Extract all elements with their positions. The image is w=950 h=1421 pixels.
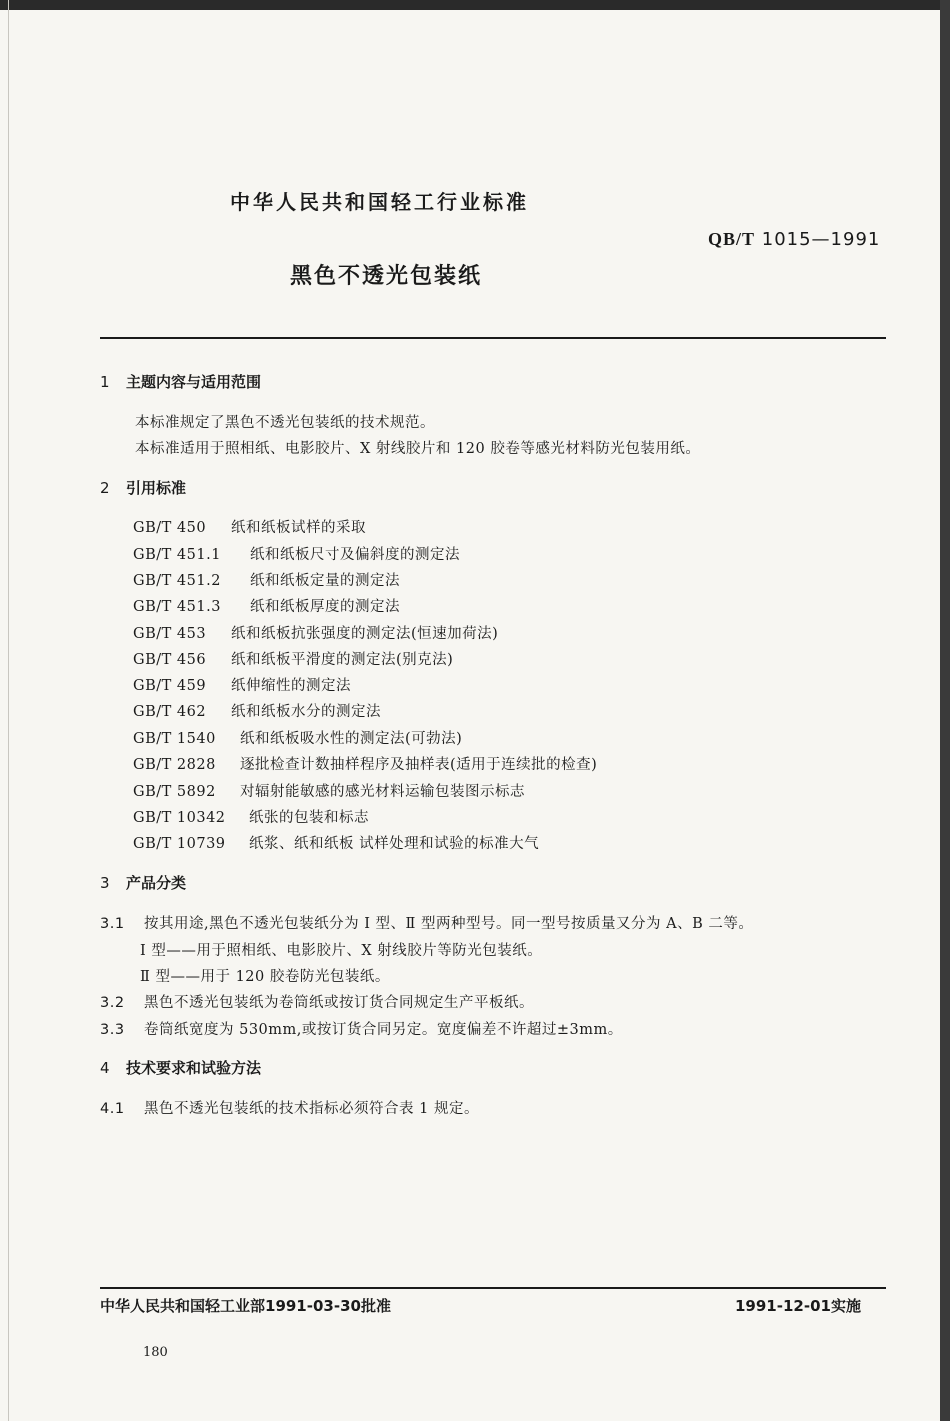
section-number: 2 xyxy=(100,479,110,497)
reference-title: 纸和纸板吸水性的测定法(可勃法) xyxy=(240,731,463,747)
reference-title: 纸张的包装和标志 xyxy=(249,810,369,826)
effective-date: 1991-12-01实施 xyxy=(735,1297,861,1315)
section-1-line: 本标准适用于照相纸、电影胶片、X 射线胶片和 120 胶卷等感光材料防光包装用纸。 xyxy=(135,441,701,457)
section-number: 4 xyxy=(100,1059,110,1077)
reference-code: GB/T 10739 xyxy=(133,836,226,852)
footer-divider xyxy=(100,1287,886,1289)
reference-title: 纸浆、纸和纸板 试样处理和试验的标准大气 xyxy=(249,836,540,852)
reference-code: GB/T 5892 xyxy=(133,784,216,800)
clause-text: 按其用途,黑色不透光包装纸分为 I 型、Ⅱ 型两种型号。同一型号按质量又分为 A、B 二等。 xyxy=(144,916,754,932)
reference-item xyxy=(133,622,498,643)
clause-3-1 xyxy=(100,912,753,933)
reference-item xyxy=(133,727,462,748)
reference-code: GB/T 2828 xyxy=(133,757,216,773)
clause-number: 3.2 xyxy=(100,995,125,1011)
reference-title: 纸和纸板水分的测定法 xyxy=(231,704,381,720)
section-title: 产品分类 xyxy=(126,874,187,892)
reference-title: 纸和纸板抗张强度的测定法(恒速加荷法) xyxy=(231,626,499,642)
reference-item xyxy=(133,806,369,827)
section-title: 技术要求和试验方法 xyxy=(126,1059,262,1077)
page-number: 180 xyxy=(143,1345,168,1360)
reference-item xyxy=(133,700,381,721)
section-title: 主题内容与适用范围 xyxy=(126,373,262,391)
reference-item xyxy=(133,569,400,590)
section-title: 引用标准 xyxy=(126,479,187,497)
reference-code: GB/T 462 xyxy=(133,704,207,720)
reference-item xyxy=(133,753,597,774)
reference-item xyxy=(133,543,460,564)
standard-prefix: QB/T xyxy=(708,229,756,249)
reference-title: 纸和纸板厚度的测定法 xyxy=(250,599,400,615)
scan-edge-top xyxy=(0,0,950,10)
clause-number: 3.3 xyxy=(100,1022,125,1038)
reference-item xyxy=(133,832,539,853)
document-title: 黑色不透光包装纸 xyxy=(290,264,483,289)
section-3-heading xyxy=(100,872,186,893)
issuer-title: 中华人民共和国轻工行业标准 xyxy=(230,190,529,214)
reference-title: 纸和纸板定量的测定法 xyxy=(250,573,400,589)
reference-item xyxy=(133,595,400,616)
scan-edge-left xyxy=(8,0,9,1421)
reference-code: GB/T 451.1 xyxy=(133,547,221,563)
clause-number: 3.1 xyxy=(100,916,125,932)
section-1-heading xyxy=(100,371,261,392)
reference-title: 纸伸缩性的测定法 xyxy=(231,678,351,694)
clause-text: 黑色不透光包装纸为卷筒纸或按订货合同规定生产平板纸。 xyxy=(144,995,534,1011)
clause-4-1 xyxy=(100,1097,479,1118)
reference-item xyxy=(133,780,525,801)
reference-code: GB/T 451.2 xyxy=(133,573,221,589)
reference-code: GB/T 451.3 xyxy=(133,599,221,615)
section-1-line: 本标准规定了黑色不透光包装纸的技术规范。 xyxy=(135,415,435,431)
reference-code: GB/T 456 xyxy=(133,652,207,668)
section-number: 1 xyxy=(100,373,110,391)
clause-text: 黑色不透光包装纸的技术指标必须符合表 1 规定。 xyxy=(144,1101,479,1117)
reference-code: GB/T 450 xyxy=(133,520,207,536)
reference-item xyxy=(133,674,351,695)
reference-title: 逐批检查计数抽样程序及抽样表(适用于连续批的检查) xyxy=(240,757,598,773)
clause-number: 4.1 xyxy=(100,1101,125,1117)
reference-item xyxy=(133,648,453,669)
clause-3-3 xyxy=(100,1018,623,1039)
reference-code: GB/T 1540 xyxy=(133,731,216,747)
header-divider xyxy=(100,337,886,339)
section-number: 3 xyxy=(100,874,110,892)
reference-title: 纸和纸板试样的采取 xyxy=(231,520,366,536)
reference-code: GB/T 453 xyxy=(133,626,207,642)
reference-title: 对辐射能敏感的感光材料运输包装图示标志 xyxy=(240,784,525,800)
reference-code: GB/T 459 xyxy=(133,678,207,694)
reference-title: 纸和纸板尺寸及偏斜度的测定法 xyxy=(250,547,460,563)
reference-code: GB/T 10342 xyxy=(133,810,226,826)
scan-edge-right xyxy=(940,0,950,1421)
standard-code: 1015—1991 xyxy=(761,229,881,250)
clause-3-2 xyxy=(100,991,534,1012)
clause-3-1-type-2: Ⅱ 型——用于 120 胶卷防光包装纸。 xyxy=(140,969,390,985)
approval-line: 中华人民共和国轻工业部1991-03-30批准 xyxy=(100,1297,391,1315)
standard-number xyxy=(708,229,880,250)
reference-item xyxy=(133,516,366,537)
section-4-heading xyxy=(100,1057,261,1078)
clause-text: 卷筒纸宽度为 530mm,或按订货合同另定。宽度偏差不许超过±3mm。 xyxy=(144,1022,623,1038)
reference-title: 纸和纸板平滑度的测定法(别克法) xyxy=(231,652,454,668)
clause-3-1-type-1: I 型——用于照相纸、电影胶片、X 射线胶片等防光包装纸。 xyxy=(140,943,543,959)
section-2-heading xyxy=(100,477,186,498)
